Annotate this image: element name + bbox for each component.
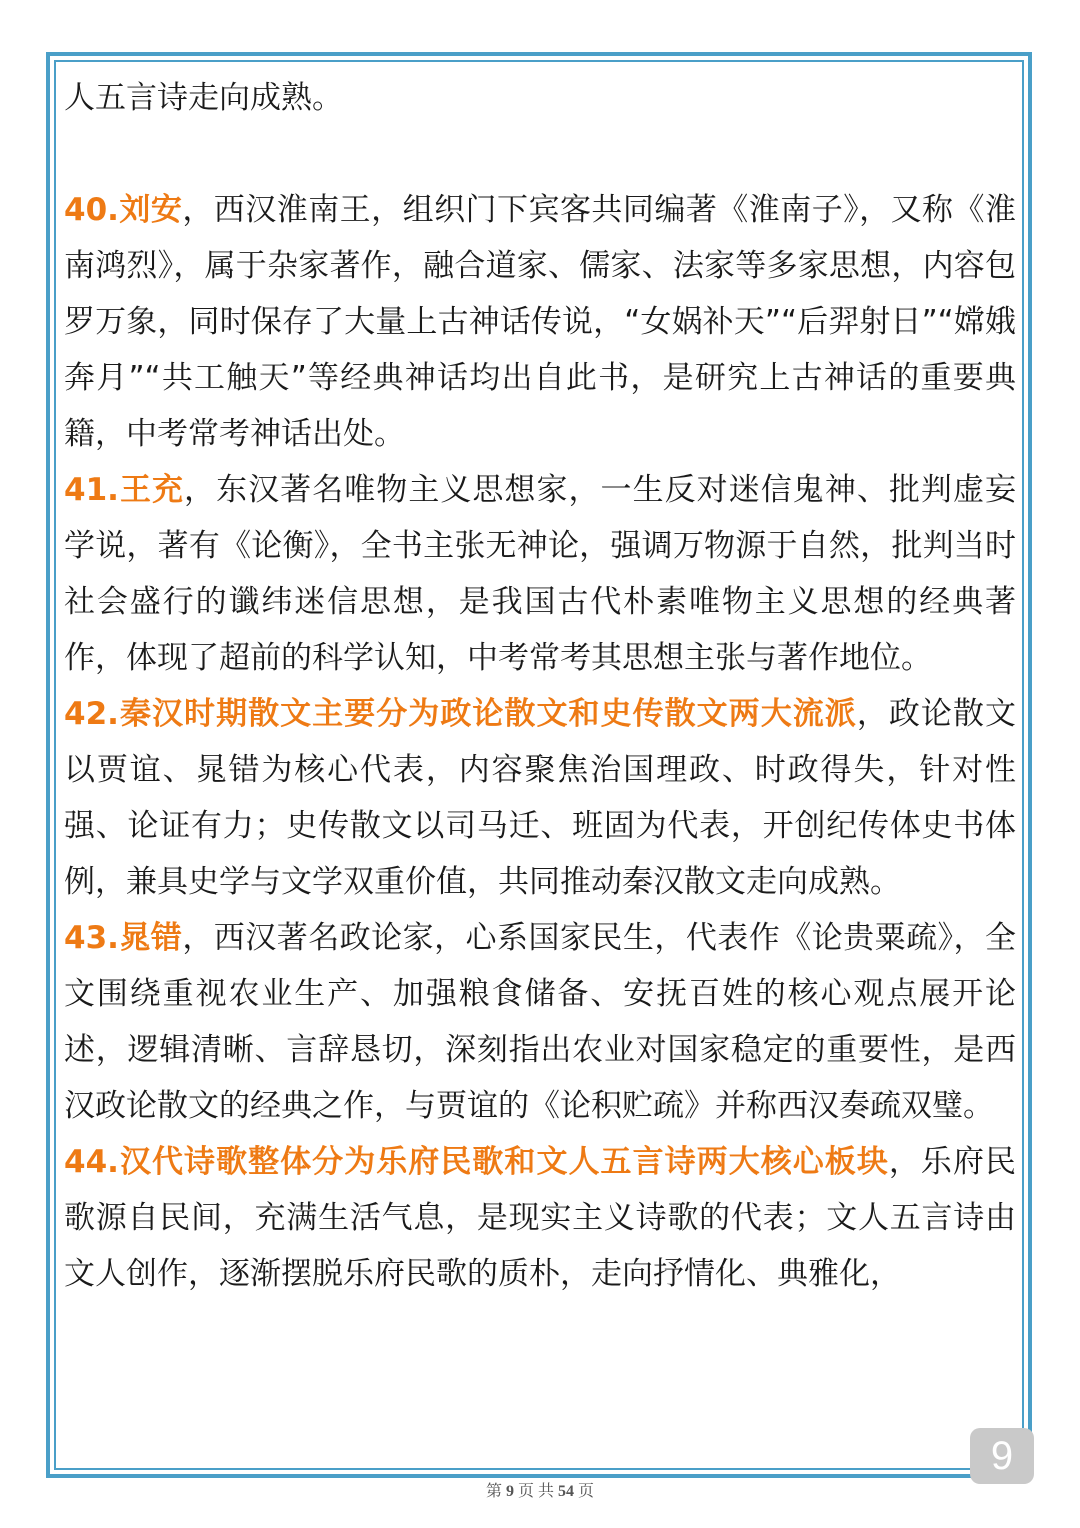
footer-suffix: 页 [578, 1483, 595, 1500]
entry-43-heading: 43.晁错 [64, 920, 183, 956]
entry-40-heading: 40.刘安 [64, 192, 183, 228]
entry-40-text: ，西汉淮南王，组织门下宾客共同编著《淮南子》，又称《淮南鸿烈》，属于杂家著作，融合道家、儒家、法家等多家思想，内容包罗万象，同时保存了大量上古神话传说，“女娲补天”“后羿射日”“嫦娥奔月”“共工触天”等经典神话均出自此书，是研究上古神话的重要典籍，中考常考神话出处。 [64, 192, 1016, 452]
entry-41-text: ，东汉著名唯物主义思想家，一生反对迷信鬼神、批判虚妄学说，著有《论衡》，全书主张无神论，强调万物源于自然，批判当时社会盛行的谶纬迷信思想，是我国古代朴素唯物主义思想的经典著作，体现了超前的科学认知，中考常考其思想主张与著作地位。 [64, 472, 1017, 676]
entry-41-heading: 41.王充 [64, 472, 185, 508]
entry-40 [64, 182, 1016, 462]
page-footer [0, 1478, 1080, 1501]
entry-42-heading: 42.秦汉时期散文主要分为政论散文和史传散文两大流派 [64, 696, 857, 732]
entry-42-text: ，政论散文以贾谊、晁错为核心代表，内容聚焦治国理政、时政得失，针对性强、论证有力；史传散文以司马迁、班固为代表，开创纪传体史书体例，兼具史学与文学双重价值，共同推动秦汉散文走向成熟。 [64, 696, 1016, 900]
entry-44-text: ，乐府民歌源自民间，充满生活气息，是现实主义诗歌的代表；文人五言诗由文人创作，逐渐摆脱乐府民歌的质朴，走向抒情化、典雅化， [64, 1144, 1017, 1292]
footer-middle: 页 共 [517, 1483, 554, 1500]
page-number-badge: 9 [970, 1428, 1034, 1484]
intro-line: 人五言诗走向成熟。 [64, 80, 343, 116]
document-body [64, 70, 1016, 1302]
footer-total-pages: 54 [558, 1483, 574, 1500]
entry-43 [64, 910, 1016, 1134]
footer-prefix: 第 [485, 1483, 502, 1500]
entry-41 [64, 462, 1016, 686]
entry-44 [64, 1134, 1016, 1302]
entry-42 [64, 686, 1016, 910]
footer-page-number: 9 [505, 1483, 514, 1500]
entry-44-heading: 44.汉代诗歌整体分为乐府民歌和文人五言诗两大核心板块 [64, 1144, 889, 1180]
entry-43-text: ，西汉著名政论家，心系国家民生，代表作《论贵粟疏》，全文围绕重视农业生产、加强粮食储备、安抚百姓的核心观点展开论述，逻辑清晰、言辞恳切，深刻指出农业对国家稳定的重要性，是西汉政论散文的经典之作，与贾谊的《论积贮疏》并称西汉奏疏双璧。 [64, 920, 1016, 1124]
